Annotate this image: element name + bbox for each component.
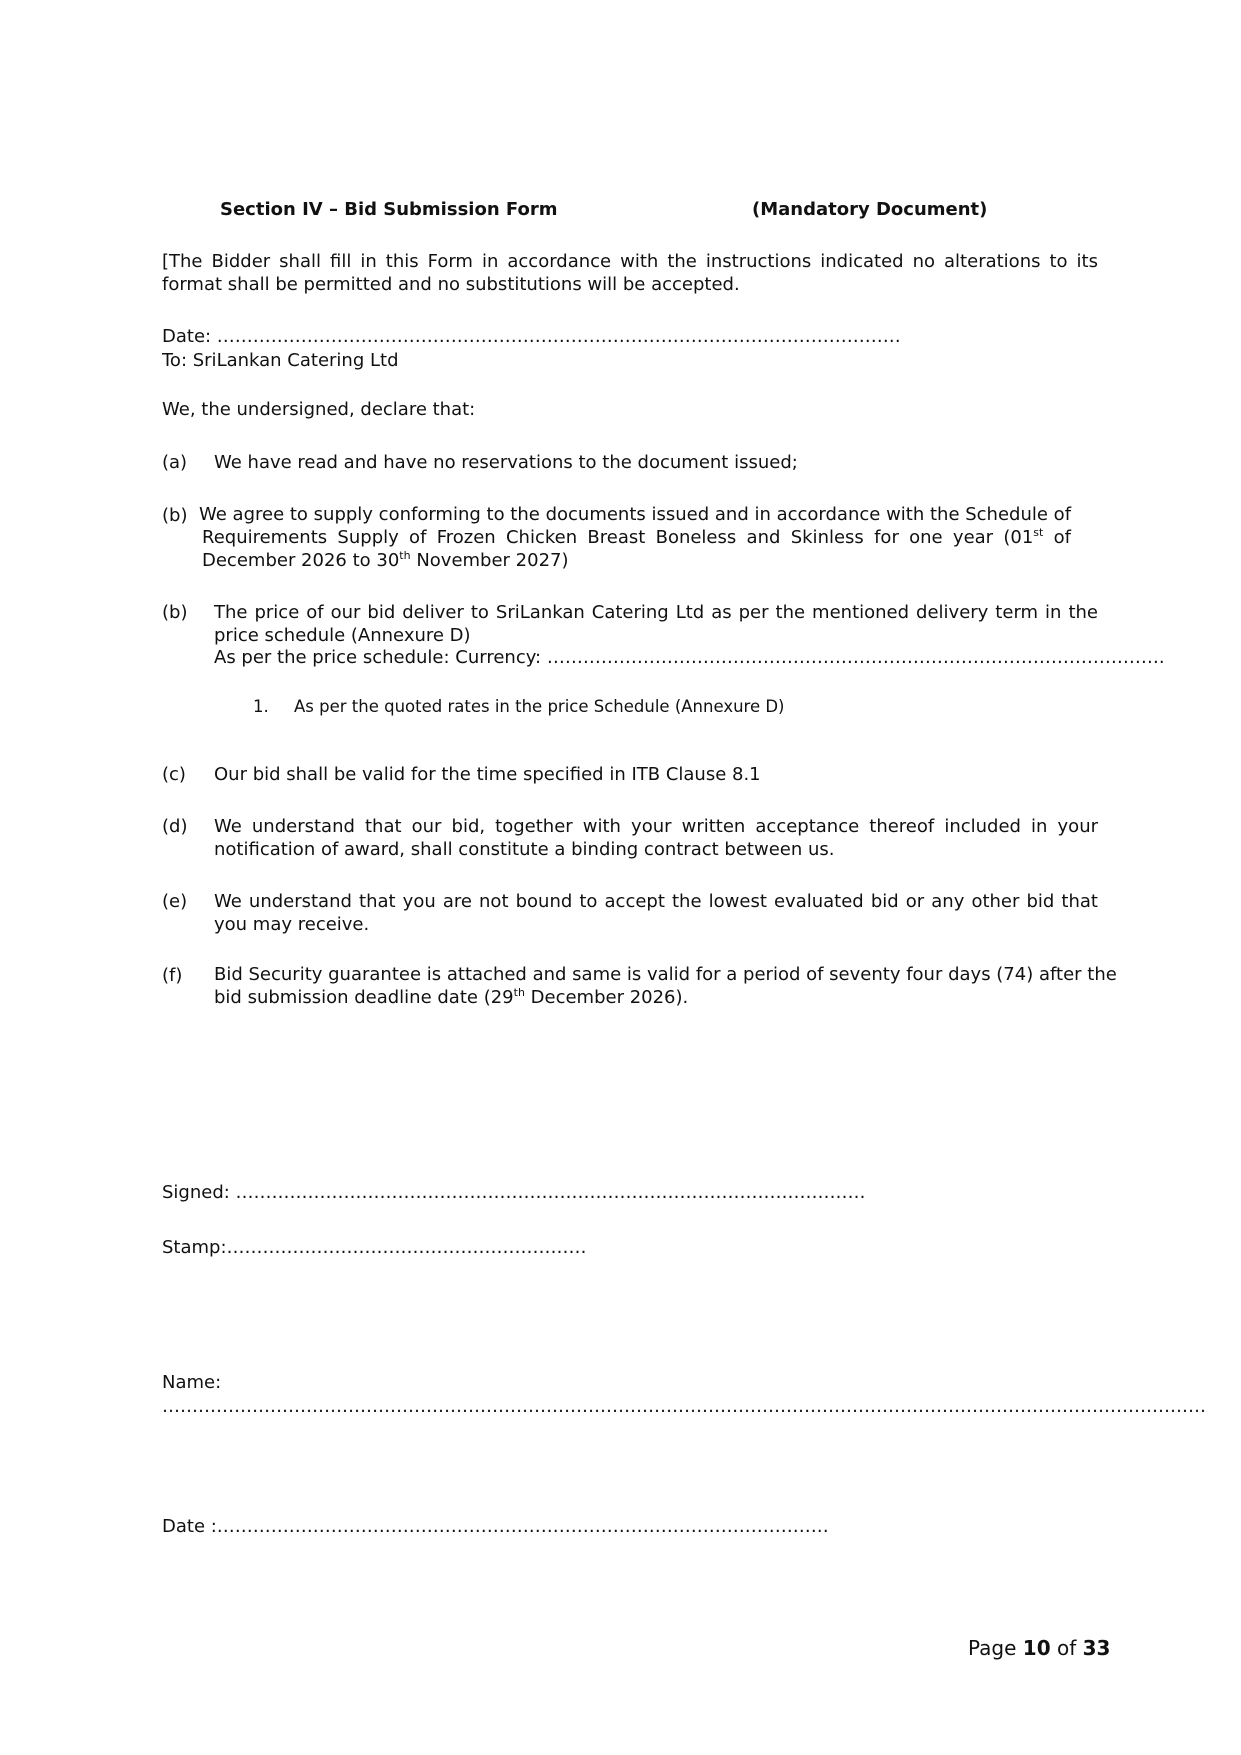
item-b1-line2-text: Requirements Supply of Frozen Chicken Breast Boneless and Skinless for one year (01 [202,527,1034,548]
item-a-text: We have read and have no reservations to the document issued; [214,452,798,473]
item-b2-currency-line: As per the price schedule: Currency: …………………………………………………………………………………………. [214,647,1165,668]
item-f-label: (f) [162,965,183,986]
item-f-line1: Bid Security guarantee is attached and same is valid for a period of seventy four days (74) after the [214,964,1117,985]
page-total: 33 [1082,1636,1111,1660]
declaration-intro: We, the undersigned, declare that: [162,399,476,420]
item-b1-line3 [202,550,569,571]
signature-date-line: Date :………………………………………………………………………………………… [162,1516,829,1537]
item-a-label: (a) [162,452,188,473]
item-f-line2 [214,987,688,1008]
item-f-line2-sup: th [513,986,525,999]
item-f-line2-end: December 2026). [524,987,689,1008]
intro-paragraph: [The Bidder shall fill in this Form in accordance with the instructions indicated no alterations to its format shall be permitted and no substitutions will be accepted. [162,251,1098,295]
item-b2-sub-number: 1. [253,697,269,716]
page-number [968,1636,1110,1660]
stamp-line: Stamp:…………………………………………………… [162,1237,587,1258]
item-b2-label: (b) [162,602,188,623]
item-b1-line3-end: November 2027) [410,550,569,571]
item-c-text: Our bid shall be valid for the time specified in ITB Clause 8.1 [214,764,761,785]
item-b2-sub-text: As per the quoted rates in the price Schedule (Annexure D) [294,697,785,716]
signed-line: Signed: …………………………………………………………………………………………… [162,1182,866,1203]
page-current: 10 [1022,1636,1051,1660]
item-b2-text: The price of our bid deliver to SriLankan Catering Ltd as per the mentioned delivery term in the price schedule (Annexure D) [214,602,1098,646]
mandatory-label: (Mandatory Document) [752,199,988,220]
item-b1-line3-text: December 2026 to 30 [202,550,400,571]
recipient-line: To: SriLankan Catering Ltd [162,350,399,371]
item-d-text: We understand that our bid, together with your written acceptance thereof included in your notification of award, shall constitute a binding contract between us. [214,816,1098,860]
item-b1-line2-end: of [1043,527,1071,548]
form-title: Section IV – Bid Submission Form [220,199,558,220]
item-b1-line2 [202,527,1071,548]
name-label: Name: [162,1372,222,1393]
of-word: of [1056,1636,1077,1660]
item-b1-line1: We agree to supply conforming to the documents issued and in accordance with the Schedule of [199,504,1072,525]
item-b1-line2-sup: st [1033,526,1044,539]
page-word: Page [968,1636,1017,1660]
item-b1-line3-sup: th [399,549,411,562]
item-d-label: (d) [162,816,188,837]
item-e-label: (e) [162,891,188,912]
item-e-text: We understand that you are not bound to accept the lowest evaluated bid or any other bid that you may receive. [214,891,1098,935]
date-line: Date: …………………………………………………………………………………………………… [162,326,901,347]
name-dotted-line: ………………………………………………………………………………………………………………………………………………………… [162,1396,1206,1417]
item-c-label: (c) [162,764,186,785]
item-b1-label: (b) [162,505,188,526]
item-f-line2-text: bid submission deadline date (29 [214,987,514,1008]
